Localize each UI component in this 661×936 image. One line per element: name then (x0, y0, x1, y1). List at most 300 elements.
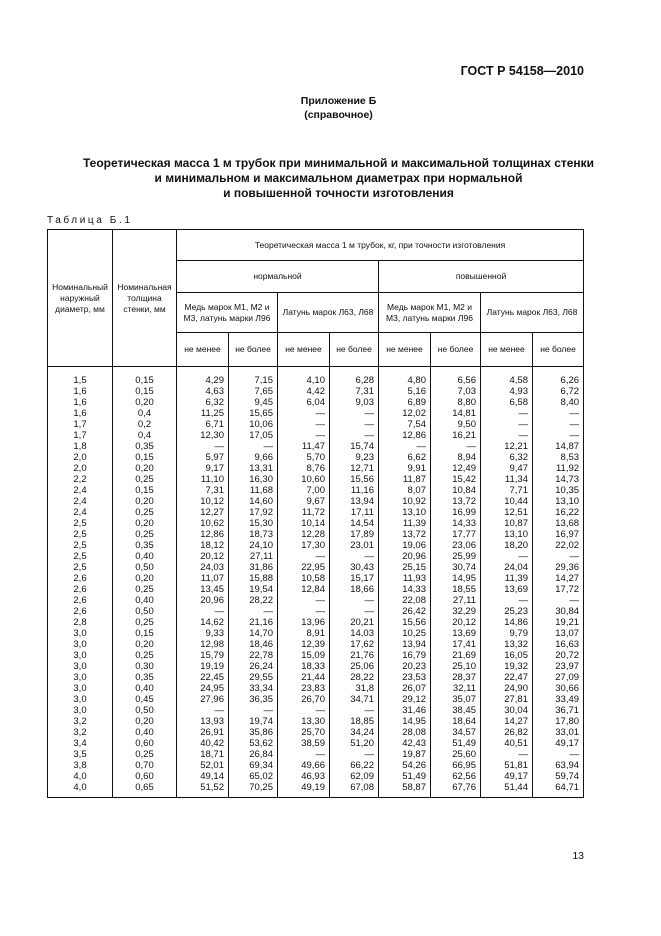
header-max: не более (533, 333, 584, 367)
table-cell: 0,35 (135, 672, 154, 683)
table-cell: 0,60 (135, 771, 154, 782)
table-cell: 18,12 (200, 540, 224, 551)
table-cell: 23,06 (452, 540, 476, 551)
page-number: 13 (572, 850, 584, 862)
header-mass-group: Теоретическая масса 1 м трубок, кг, при точности изготовления (177, 230, 584, 261)
table-cell: 9,23 (355, 452, 374, 463)
table-cell: 4,63 (205, 386, 224, 397)
table-cell: 27,81 (504, 694, 528, 705)
table-cell: 30,43 (350, 562, 374, 573)
table-cell: — (214, 441, 224, 452)
table-cell: 11,07 (200, 573, 224, 584)
table-cell: 2,5 (73, 529, 87, 540)
table-cell: 12,30 (200, 430, 224, 441)
table-cell: — (315, 595, 325, 606)
table-cell: 14,60 (249, 496, 273, 507)
table-cell: 1,6 (73, 386, 87, 397)
table-cell: 49,17 (504, 771, 528, 782)
table-cell: 12,02 (402, 408, 426, 419)
table-cell: — (263, 606, 273, 617)
table-cell: 11,34 (504, 474, 528, 485)
table-cell: 8,76 (306, 463, 325, 474)
table-cell: 67,08 (350, 782, 374, 793)
header-brass-increased: Латунь марок Л63, Л68 (481, 293, 584, 333)
table-cell: 3,0 (73, 683, 87, 694)
table-cell: 40,51 (504, 738, 528, 749)
header-min: не менее (481, 333, 533, 367)
table-cell: 4,0 (73, 782, 87, 793)
table-cell: 17,41 (452, 639, 476, 650)
table-cell: 1,6 (73, 397, 87, 408)
table-cell: 22,08 (402, 595, 426, 606)
table-cell: 7,03 (457, 386, 476, 397)
table-cell: 35,07 (452, 694, 476, 705)
table-cell: 9,45 (254, 397, 273, 408)
table-cell: 49,17 (555, 738, 580, 749)
table-cell: — (518, 419, 528, 430)
table-cell: — (416, 441, 426, 452)
table-cell: 18,33 (301, 661, 325, 672)
table-cell: — (214, 606, 224, 617)
table-cell: 51,49 (402, 771, 426, 782)
table-cell: 0,25 (135, 584, 154, 595)
table-cell: 34,24 (350, 727, 374, 738)
table-cell: 6,04 (306, 397, 325, 408)
table-cell: 26,91 (200, 727, 224, 738)
col-increased-copper-min (379, 367, 431, 798)
table-cell: 10,84 (452, 485, 476, 496)
table-cell: 11,39 (402, 518, 426, 529)
table-cell: 12,71 (350, 463, 374, 474)
table-cell: — (518, 430, 528, 441)
table-cell: — (364, 408, 374, 419)
table-cell: 20,23 (402, 661, 426, 672)
table-cell: 12,27 (200, 507, 224, 518)
table-cell: — (315, 606, 325, 617)
table-cell: 0,2 (137, 419, 152, 430)
table-cell: 63,94 (555, 760, 580, 771)
table-cell: 0,15 (135, 386, 154, 397)
table-cell: — (315, 419, 325, 430)
col-normal-copper-min (177, 367, 229, 798)
table-cell: 17,11 (350, 507, 374, 518)
table-cell: 13,69 (504, 584, 528, 595)
table-cell: 6,62 (407, 452, 426, 463)
table-cell: 21,16 (249, 617, 273, 628)
table-cell: 6,26 (560, 375, 580, 386)
table-cell: 0,50 (135, 705, 154, 716)
table-cell: 0,30 (135, 661, 154, 672)
table-cell: 3,5 (73, 749, 87, 760)
table-cell: 14,86 (504, 617, 528, 628)
table-cell: 13,10 (504, 529, 528, 540)
table-cell: 22,78 (249, 650, 273, 661)
table-cell: 12,86 (402, 430, 426, 441)
table-cell: 20,12 (452, 617, 476, 628)
table-cell: 21,69 (452, 650, 476, 661)
table-cell: 15,30 (249, 518, 273, 529)
table-cell: 16,21 (452, 430, 476, 441)
table-cell: 24,95 (200, 683, 224, 694)
table-cell: — (263, 441, 273, 452)
table-cell: 0,15 (135, 628, 154, 639)
header-max: не более (431, 333, 481, 367)
header-outer-diameter: Номинальный наружный диаметр, мм (48, 230, 113, 367)
table-cell: 21,76 (350, 650, 374, 661)
table-cell: 11,72 (301, 507, 325, 518)
table-cell: 28,08 (402, 727, 426, 738)
table-cell: 20,96 (200, 595, 224, 606)
table-cell: 6,28 (355, 375, 374, 386)
table-cell: 19,32 (504, 661, 528, 672)
table-cell: 11,16 (350, 485, 374, 496)
table-cell: 0,40 (135, 727, 154, 738)
table-cell: 14,33 (402, 584, 426, 595)
table-cell: 11,10 (200, 474, 224, 485)
table-cell: — (518, 408, 528, 419)
table-cell: 35,86 (249, 727, 273, 738)
standard-number: ГОСТ Р 54158—2010 (460, 64, 584, 78)
table-cell: 2,4 (73, 496, 87, 507)
table-cell: 14,27 (555, 573, 580, 584)
table-cell: 29,55 (249, 672, 273, 683)
table-cell: — (569, 595, 580, 606)
table-cell: 42,43 (402, 738, 426, 749)
header-min: не менее (177, 333, 229, 367)
table-cell: 7,31 (355, 386, 374, 397)
table-cell: 3,0 (73, 705, 87, 716)
table-cell: 10,87 (504, 518, 528, 529)
table-cell: 62,09 (350, 771, 374, 782)
header-copper-increased: Медь марок М1, М2 и М3, латунь марки Л96 (379, 293, 481, 333)
table-cell: 14,95 (402, 716, 426, 727)
table-cell: 7,65 (254, 386, 273, 397)
table-cell: 49,66 (301, 760, 325, 771)
table-cell: 0,25 (135, 650, 154, 661)
table-cell: 33,34 (249, 683, 273, 694)
table-cell: 17,62 (350, 639, 374, 650)
table-cell: 11,68 (249, 485, 273, 496)
table-cell: 16,05 (504, 650, 528, 661)
table-cell: 0,45 (135, 694, 154, 705)
table-cell: 2,6 (73, 606, 87, 617)
table-cell: 12,84 (301, 584, 325, 595)
table-cell: 20,21 (350, 617, 374, 628)
table-cell: 33,01 (555, 727, 580, 738)
table-cell: 1,8 (73, 441, 87, 452)
table-cell: — (364, 430, 374, 441)
table-cell: — (315, 430, 325, 441)
table-cell: 4,42 (306, 386, 325, 397)
table-cell: 6,89 (407, 397, 426, 408)
title-line-1: Теоретическая масса 1 м трубок при минимальной и максимальной толщинах стенки (82, 156, 595, 170)
table-cell: — (364, 419, 374, 430)
table-cell: 1,7 (73, 419, 87, 430)
table-cell: 11,93 (402, 573, 426, 584)
table-cell: 23,53 (402, 672, 426, 683)
table-cell: 2,5 (73, 562, 87, 573)
table-cell: 7,71 (509, 485, 528, 496)
table-cell: 21,44 (301, 672, 325, 683)
header-min: не менее (379, 333, 431, 367)
table-cell: 24,03 (200, 562, 224, 573)
table-cell: 29,12 (402, 694, 426, 705)
table-cell: 16,30 (249, 474, 273, 485)
table-cell: 11,47 (301, 441, 325, 452)
table-cell: 8,40 (560, 397, 580, 408)
table-cell: 14,33 (452, 518, 476, 529)
table-cell: 33,49 (555, 694, 580, 705)
table-cell: 26,70 (301, 694, 325, 705)
table-cell: 3,2 (73, 727, 87, 738)
table-cell: 6,56 (457, 375, 476, 386)
table-cell: 15,56 (402, 617, 426, 628)
table-cell: 0,25 (135, 749, 154, 760)
table-cell: 0,20 (135, 518, 154, 529)
table-cell: 10,25 (402, 628, 426, 639)
table-cell: 12,51 (504, 507, 528, 518)
table-cell: 0,20 (135, 397, 154, 408)
table-cell: 1,7 (73, 430, 87, 441)
table-cell: 11,92 (555, 463, 580, 474)
table-cell: 3,0 (73, 661, 87, 672)
table-cell: 19,21 (555, 617, 580, 628)
table-cell: 66,22 (350, 760, 374, 771)
table-cell: 22,47 (504, 672, 528, 683)
table-cell: 0,15 (135, 452, 154, 463)
table-cell: 1,5 (73, 375, 87, 386)
table-cell: 7,31 (205, 485, 224, 496)
table-cell: 13,10 (555, 496, 580, 507)
header-max: не более (229, 333, 278, 367)
table-cell: — (569, 419, 580, 430)
table-cell: 40,42 (200, 738, 224, 749)
table-cell: 70,25 (249, 782, 273, 793)
table-cell: 13,94 (350, 496, 374, 507)
table-cell: 19,54 (249, 584, 273, 595)
table-cell: 0,4 (137, 408, 152, 419)
table-cell: 52,01 (200, 760, 224, 771)
table-cell: 11,25 (200, 408, 224, 419)
table-cell: 2,5 (73, 551, 87, 562)
table-cell: 11,87 (402, 474, 426, 485)
table-cell: 54,26 (402, 760, 426, 771)
col-normal-brass-max (330, 367, 379, 798)
table-cell: 26,42 (402, 606, 426, 617)
table-cell: 51,81 (504, 760, 528, 771)
table-cell: 9,47 (509, 463, 528, 474)
table-cell: 27,09 (555, 672, 580, 683)
table-cell: 2,2 (73, 474, 87, 485)
table-cell: 17,89 (350, 529, 374, 540)
table-cell: 0,20 (135, 463, 154, 474)
table-cell: 0,70 (135, 760, 154, 771)
table-cell: 5,97 (205, 452, 224, 463)
table-cell: 36,35 (249, 694, 273, 705)
table-cell: 9,66 (254, 452, 273, 463)
header-normal: нормальной (177, 261, 379, 293)
table-cell: 25,70 (301, 727, 325, 738)
table-cell: 62,56 (452, 771, 476, 782)
table-cell: 27,11 (452, 595, 476, 606)
table-body-row (48, 367, 584, 798)
title-line-3: и повышенной точности изготовления (223, 186, 454, 200)
table-cell: 15,88 (249, 573, 273, 584)
table-cell: 10,92 (402, 496, 426, 507)
table-cell: — (569, 430, 580, 441)
table-cell: 0,25 (135, 617, 154, 628)
col-increased-brass-min (481, 367, 533, 798)
table-cell: 20,96 (402, 551, 426, 562)
table-cell: 0,4 (137, 430, 152, 441)
table-cell: 20,72 (555, 650, 580, 661)
table-cell: 18,55 (452, 584, 476, 595)
table-cell: 13,94 (402, 639, 426, 650)
table-cell: 17,92 (249, 507, 273, 518)
table-cell: 15,56 (350, 474, 374, 485)
table-cell: — (569, 551, 580, 562)
table-cell: 51,52 (200, 782, 224, 793)
table-cell: 19,87 (402, 749, 426, 760)
table-cell: 0,20 (135, 639, 154, 650)
table-cell: 18,66 (350, 584, 374, 595)
table-cell: 18,20 (504, 540, 528, 551)
table-cell: 22,45 (200, 672, 224, 683)
table-cell: 13,72 (452, 496, 476, 507)
table-cell: 32,11 (452, 683, 476, 694)
table-cell: — (315, 408, 325, 419)
table-cell: 12,21 (504, 441, 528, 452)
table-caption: Таблица Б.1 (47, 215, 133, 226)
table-cell: 27,11 (249, 551, 273, 562)
col-normal-brass-min (278, 367, 330, 798)
table-cell: 9,50 (457, 419, 476, 430)
table-cell: 19,74 (249, 716, 273, 727)
table-cell: 3,0 (73, 639, 87, 650)
table-cell: 51,49 (452, 738, 476, 749)
table-cell: 4,58 (509, 375, 528, 386)
table-cell: 12,39 (301, 639, 325, 650)
table-cell: 3,4 (73, 738, 87, 749)
table-cell: 4,80 (407, 375, 426, 386)
header-max: не более (330, 333, 379, 367)
table-cell: 10,06 (249, 419, 273, 430)
table-cell: 13,32 (504, 639, 528, 650)
table-cell: 2,8 (73, 617, 87, 628)
table-cell: 49,19 (301, 782, 325, 793)
table-cell: — (263, 705, 273, 716)
mass-table (47, 229, 584, 798)
table-cell: 6,71 (205, 419, 224, 430)
table-cell: 51,20 (350, 738, 374, 749)
table-cell: — (315, 705, 325, 716)
title-line-2: и минимальном и максимальном диаметрах при нормальной (154, 171, 523, 185)
table-cell: 23,01 (350, 540, 374, 551)
table-cell: 26,24 (249, 661, 273, 672)
table-cell: 10,14 (301, 518, 325, 529)
table-cell: 1,6 (73, 408, 87, 419)
table-cell: 2,4 (73, 507, 87, 518)
table-cell: 58,87 (402, 782, 426, 793)
table-cell: 16,97 (555, 529, 580, 540)
table-cell: 2,0 (73, 463, 87, 474)
table-cell: 30,66 (555, 683, 580, 694)
table-cell: 0,15 (135, 375, 154, 386)
table-cell: 2,5 (73, 540, 87, 551)
table-cell: 24,10 (249, 540, 273, 551)
table-cell: 0,20 (135, 573, 154, 584)
table-cell: 18,73 (249, 529, 273, 540)
table-cell: 3,8 (73, 760, 87, 771)
table-cell: 17,80 (555, 716, 580, 727)
table-cell: 14,81 (452, 408, 476, 419)
table-cell: 26,82 (504, 727, 528, 738)
table-cell: 0,60 (135, 738, 154, 749)
table-cell: 15,17 (350, 573, 374, 584)
appendix-label: Приложение Б (300, 95, 377, 107)
table-cell: 53,62 (249, 738, 273, 749)
table-cell: — (518, 749, 528, 760)
table-cell: 38,45 (452, 705, 476, 716)
table-cell: 3,0 (73, 694, 87, 705)
table-cell: 15,79 (200, 650, 224, 661)
table-cell: 69,34 (249, 760, 273, 771)
table-cell: 13,96 (301, 617, 325, 628)
table-cell: 49,14 (200, 771, 224, 782)
appendix-heading (0, 94, 661, 122)
table-cell: 25,99 (452, 551, 476, 562)
table-cell: 26,07 (402, 683, 426, 694)
table-cell: 6,32 (509, 452, 528, 463)
table-cell: 3,2 (73, 716, 87, 727)
table-cell: — (364, 606, 374, 617)
table-cell: 36,71 (555, 705, 580, 716)
table-cell: 12,49 (452, 463, 476, 474)
table-cell: 31,86 (249, 562, 273, 573)
table-cell: 24,90 (504, 683, 528, 694)
table-cell: 8,07 (407, 485, 426, 496)
table-cell: 13,93 (200, 716, 224, 727)
table-cell: 17,72 (555, 584, 580, 595)
col-increased-brass-max (533, 367, 584, 798)
table-cell: 34,57 (452, 727, 476, 738)
table-cell: 6,58 (509, 397, 528, 408)
table-title (0, 156, 661, 201)
table-cell: 8,80 (457, 397, 476, 408)
table-cell: 0,25 (135, 529, 154, 540)
table-cell: 3,0 (73, 628, 87, 639)
table-cell: 17,05 (249, 430, 273, 441)
table-cell: 7,15 (254, 375, 273, 386)
table-cell: 4,93 (509, 386, 528, 397)
table-cell: 9,17 (205, 463, 224, 474)
table-cell: 13,68 (555, 518, 580, 529)
table-cell: 22,95 (301, 562, 325, 573)
table-cell: 14,27 (504, 716, 528, 727)
table-cell: 16,79 (402, 650, 426, 661)
table-cell: 15,09 (301, 650, 325, 661)
table-cell: 59,74 (555, 771, 580, 782)
table-cell: 51,44 (504, 782, 528, 793)
table-cell: 0,35 (135, 540, 154, 551)
table-cell: 10,12 (200, 496, 224, 507)
table-cell: 9,67 (306, 496, 325, 507)
table-cell: — (364, 551, 374, 562)
header-increased: повышенной (379, 261, 584, 293)
table-cell: 0,35 (135, 441, 154, 452)
table-cell: 12,28 (301, 529, 325, 540)
table-cell: 10,60 (301, 474, 325, 485)
